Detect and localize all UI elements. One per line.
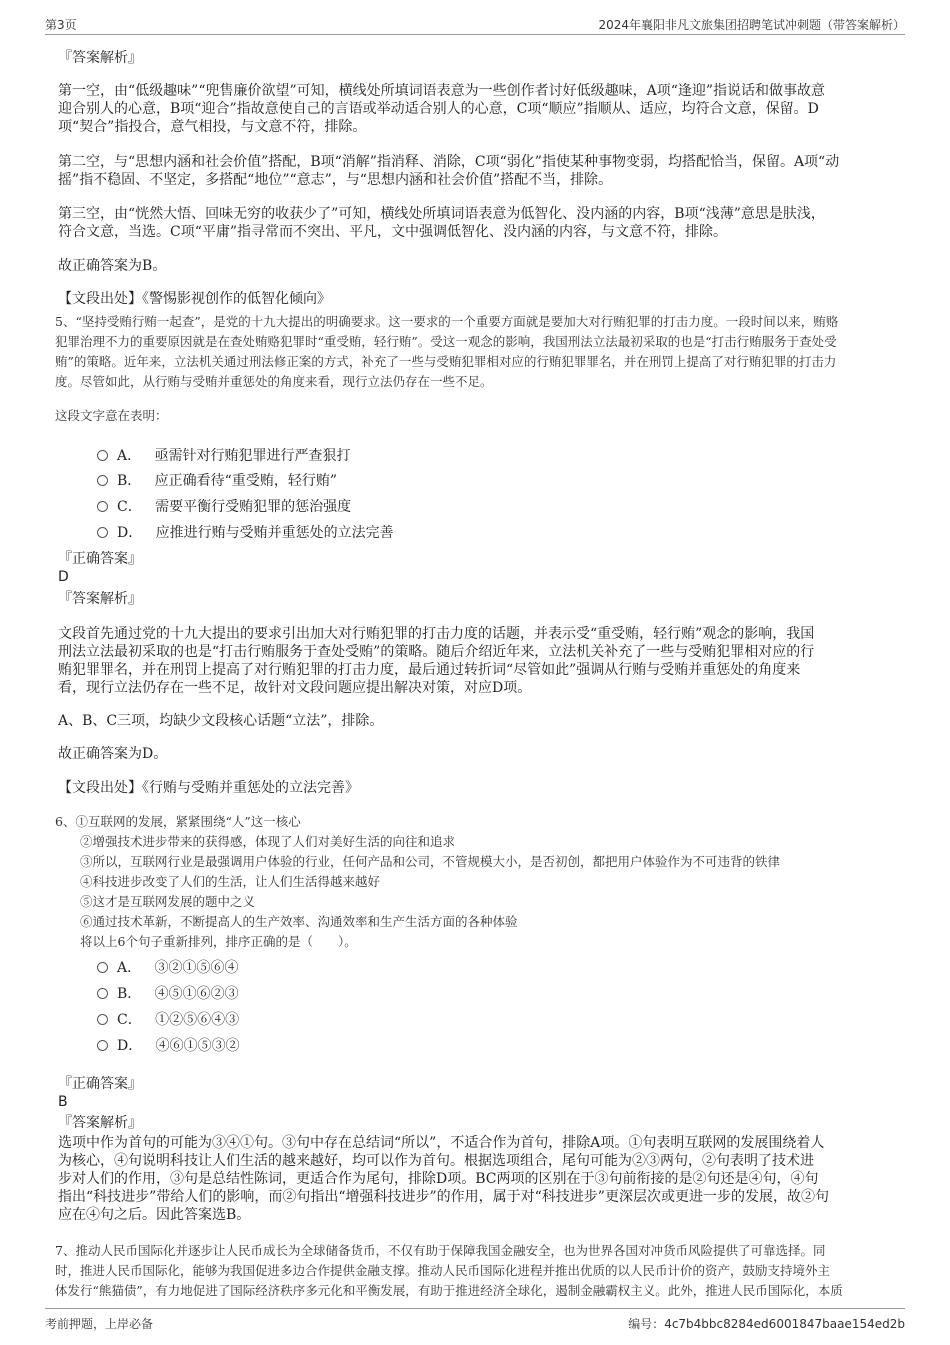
answer-conclusion: 故正确答案为B。 [58, 258, 167, 274]
radio-icon[interactable] [97, 1014, 108, 1025]
analysis-line: 符合文意，当选。C项“平庸”指寻常而不突出、平凡，文中强调低智化、没内涵的内容，与文意不符，排除。 [58, 224, 728, 240]
analysis-label: 『答案解析』 [58, 591, 142, 607]
question-stem-line: 5、“坚持受贿行贿一起查”，是党的十九大提出的明确要求。这一要求的一个重要方面就是要加大对行贿犯罪的打击力度。一段时间以来，贿赂 [55, 314, 839, 329]
document-title: 2024年襄阳非凡文旅集团招聘笔试冲刺题（带答案解析） [598, 18, 905, 32]
option-a[interactable]: A． 亟需针对行贿犯罪进行严查狠打 [97, 445, 350, 465]
footer-slogan: 考前押题，上岸必备 [45, 1317, 154, 1331]
radio-icon[interactable] [97, 475, 108, 486]
answer-label: 『正确答案』 [58, 1076, 142, 1092]
radio-icon[interactable] [97, 450, 108, 461]
question-stem-line: 贿”的策略。近年来，立法机关通过刑法修正案的方式，补充了一些与受贿犯罪相对应的行贿犯罪罪名，并在刑罚上提高了对行贿犯罪的打击力 [55, 354, 837, 369]
sentence-3: ③所以，互联网行业是最强调用户体验的行业，任何产品和公司，不管规模大小，是否初创，都把用户体验作为不可违背的铁律 [80, 854, 781, 869]
answer-label: 『正确答案』 [58, 551, 142, 567]
sentence-1: 6、①互联网的发展，紧紧围绕“人”这一核心 [55, 814, 301, 829]
option-d[interactable]: D． 应推进行贿与受贿并重惩处的立法完善 [97, 522, 394, 542]
option-a[interactable]: A． ③②①⑤⑥④ [97, 957, 238, 977]
correct-answer: D [58, 569, 69, 585]
page-number: 第3页 [45, 18, 77, 32]
analysis-line: 第二空，与“思想内涵和社会价值”搭配，B项“消解”指消释、消除，C项“弱化”指使某种事物变弱，均搭配恰当，保留。A项“动 [58, 154, 840, 170]
option-b[interactable]: B． 应正确看待“重受贿，轻行贿” [97, 470, 337, 490]
radio-icon[interactable] [97, 1040, 108, 1051]
question-stem-line: 体发行“熊猫债”，有力地促进了国际经济秩序多元化和平衡发展，有助于推进经济全球化，遏制金融霸权主义。此外，推进人民币国际化，本质 [55, 1283, 843, 1298]
question-prompt: 这段文字意在表明： [55, 408, 168, 423]
analysis-line: 看，现行立法仍存在一些不足，故针对文段问题应提出解决对策，对应D项。 [58, 680, 532, 696]
sentence-4: ④科技进步改变了人们的生活，让人们生活得越来越好 [80, 874, 381, 889]
analysis-line: 步对人们的作用，③句是总结性陈词，更适合作为尾句，排除D项。BC两项的区别在于③句前衔接的是②句还是④句，④句 [58, 1171, 819, 1187]
sentence-6: ⑥通过技术革新，不断提高人的生产效率、沟通效率和生产生活方面的各种体验 [80, 914, 518, 929]
option-b[interactable]: B． ④⑤①⑥②③ [97, 983, 239, 1003]
option-c[interactable]: C． ①②⑤⑥④③ [97, 1009, 239, 1029]
analysis-line: 项“契合”指投合，意气相投，与文意不符，排除。 [58, 119, 367, 135]
correct-answer: B [58, 1094, 68, 1110]
answer-conclusion: 故正确答案为D。 [58, 746, 168, 762]
analysis-label: 『答案解析』 [58, 50, 142, 66]
analysis-line: A、B、C三项，均缺少文段核心话题“立法”，排除。 [58, 713, 384, 729]
question-stem-line: 7、推动人民币国际化并逐步让人民币成长为全球储备货币，不仅有助于保障我国金融安全，也为世界各国对冲货币风险提供了可靠选择。同 [55, 1243, 826, 1258]
source-citation: 【文段出处】《行贿与受贿并重惩处的立法完善》 [58, 780, 359, 796]
source-citation: 【文段出处】《警惕影视创作的低智化倾向》 [58, 291, 331, 307]
option-d[interactable]: D． ④⑥①⑤③② [97, 1035, 240, 1055]
analysis-line: 第三空，由“恍然大悟、回味无穷的收获少了”可知，横线处所填词语表意为低智化、没内涵的内容，B项“浅薄”意思是肤浅， [58, 206, 825, 222]
question-stem-line: 度。尽管如此，从行贿与受贿并重惩处的角度来看，现行立法仍存在一些不足。 [55, 374, 493, 389]
analysis-line: 第一空，由“低级趣味”“兜售廉价欲望”可知，横线处所填词语表意为一些创作者讨好低级趣味，A项“逢迎”指说话和做事故意 [58, 83, 826, 99]
analysis-line: 迎合别人的心意，B项“迎合”指故意使自己的言语或举动适合别人的心意，C项“顺应”指顺从、适应，均符合文意，保留。D [58, 101, 819, 117]
radio-icon[interactable] [97, 527, 108, 538]
analysis-label: 『答案解析』 [58, 1115, 142, 1131]
radio-icon[interactable] [97, 988, 108, 999]
analysis-line: 贿犯罪罪名，并在刑罚上提高了对行贿犯罪的打击力度，最后通过转折词“尽管如此”强调从行贿与受贿并重惩处的角度来 [58, 662, 801, 678]
document-id: 编号：4c7b4bbc8284ed6001847baae154ed2b [628, 1317, 905, 1331]
page-footer [45, 1308, 905, 1333]
sentence-5: ⑤这才是互联网发展的题中之义 [80, 894, 256, 909]
analysis-line: 应在④句之后。因此答案选B。 [58, 1207, 251, 1223]
question-stem-line: 时，推进人民币国际化，能够为我国促进多边合作提供金融支撑。推动人民币国际化进程并推出优质的以人民币计价的资产，鼓励支持境外主 [55, 1263, 831, 1278]
page-header [45, 12, 905, 35]
radio-icon[interactable] [97, 501, 108, 512]
analysis-line: 选项中作为首句的可能为③④①句。③句中存在总结词“所以”，不适合作为首句，排除A项。①句表明互联网的发展围绕着人 [58, 1135, 825, 1151]
analysis-line: 摇”指不稳固、不坚定，多搭配“地位”“意志”，与“思想内涵和社会价值”搭配不当，排除。 [58, 172, 613, 188]
question-stem-line: 犯罪治理不力的重要原因就是在查处贿赂犯罪时“重受贿，轻行贿”。受这一观念的影响，我国刑法立法最初采取的也是“打击行贿服务于查处受 [55, 334, 837, 349]
analysis-line: 刑法立法最初采取的也是“打击行贿服务于查处受贿”的策略。随后介绍近年来，立法机关补充了一些与受贿犯罪相对应的行 [58, 644, 815, 660]
analysis-line: 文段首先通过党的十九大提出的要求引出加大对行贿犯罪的打击力度的话题，并表示受“重受贿，轻行贿”观念的影响，我国 [58, 626, 815, 642]
sentence-2: ②增强技术进步带来的获得感，体现了人们对美好生活的向往和追求 [80, 834, 456, 849]
radio-icon[interactable] [97, 962, 108, 973]
analysis-line: 为核心，④句说明科技让人们生活的越来越好，均可以作为首句。根据选项组合，尾句可能为②③两句，②句表明了技术进 [58, 1153, 814, 1169]
question-prompt: 将以上6个句子重新排列，排序正确的是（ ）。 [80, 934, 357, 949]
analysis-line: 指出“科技进步”带给人们的影响，而②句指出“增强科技进步”的作用，属于对“科技进步”更深层次或更进一步的发展，故②句 [58, 1189, 829, 1205]
option-c[interactable]: C． 需要平衡行受贿犯罪的惩治强度 [97, 496, 351, 516]
